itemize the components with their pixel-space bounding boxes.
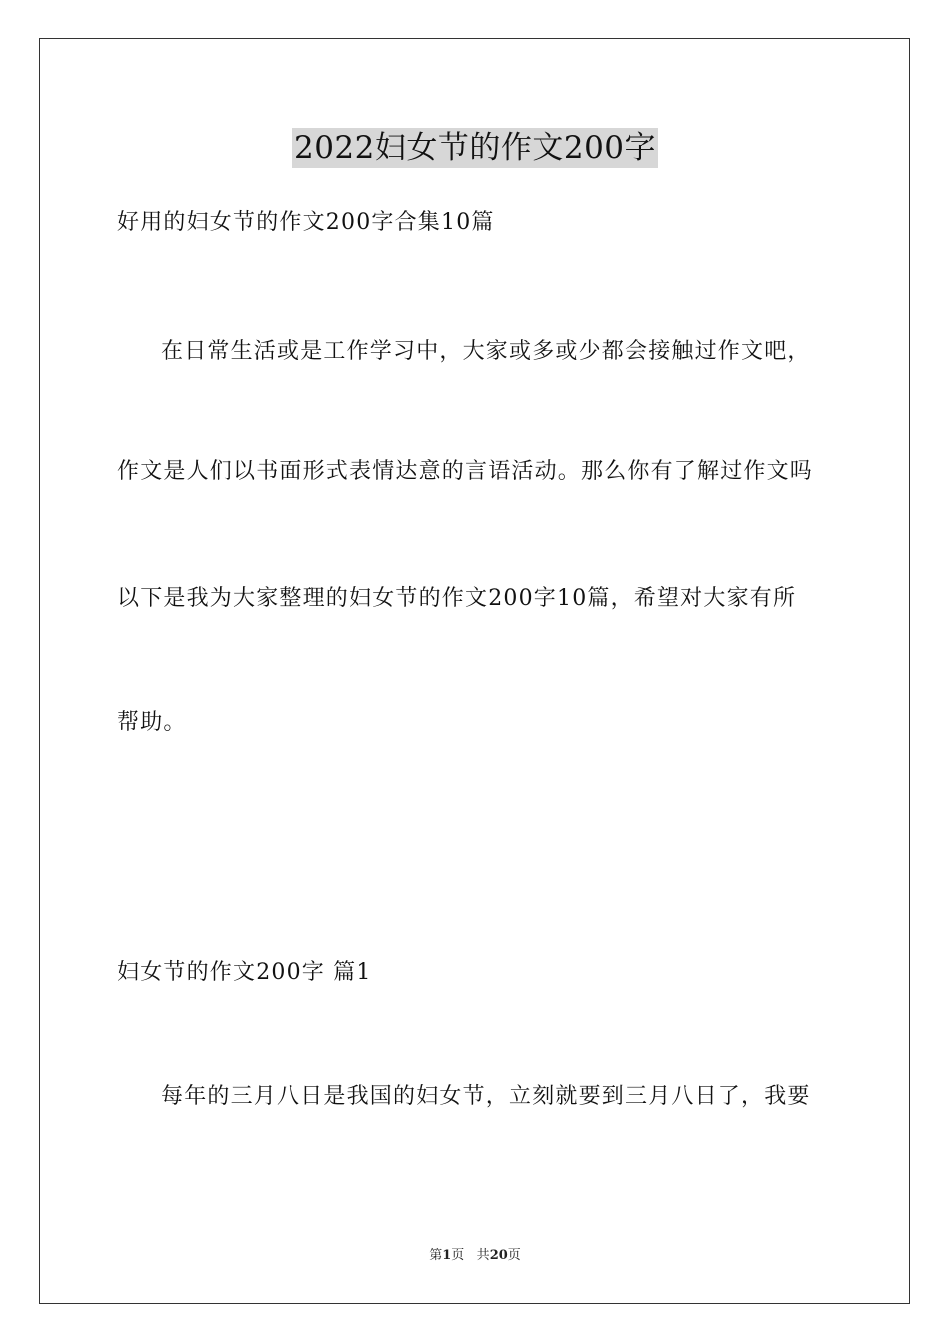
section-heading: 妇女节的作文200字 篇1 xyxy=(117,960,372,985)
footer-total-pages: 20 xyxy=(489,1248,508,1263)
intro-line-2: 作文是人们以书面形式表情达意的言语活动。那么你有了解过作文吗 xyxy=(117,459,814,484)
intro-line-1: 在日常生活或是工作学习中，大家或多或少都会接触过作文吧， xyxy=(161,339,811,364)
document-title: 2022妇女节的作文200字 xyxy=(293,130,657,166)
intro-line-3: 以下是我为大家整理的妇女节的作文200字10篇，希望对大家有所 xyxy=(117,586,797,611)
footer-page-prefix: 第 xyxy=(429,1248,443,1263)
section-line-1: 每年的三月八日是我国的妇女节，立刻就要到三月八日了，我要 xyxy=(161,1084,811,1109)
page-footer xyxy=(0,1247,950,1265)
footer-total-suffix: 页 xyxy=(507,1248,521,1263)
intro-line-4: 帮助。 xyxy=(117,710,187,735)
footer-total-prefix: 共 xyxy=(476,1248,490,1263)
footer-page-suffix: 页 xyxy=(451,1248,465,1263)
footer-page-number: 1 xyxy=(442,1248,452,1263)
document-subtitle: 好用的妇女节的作文200字合集10篇 xyxy=(117,210,495,235)
title-container xyxy=(0,128,950,168)
